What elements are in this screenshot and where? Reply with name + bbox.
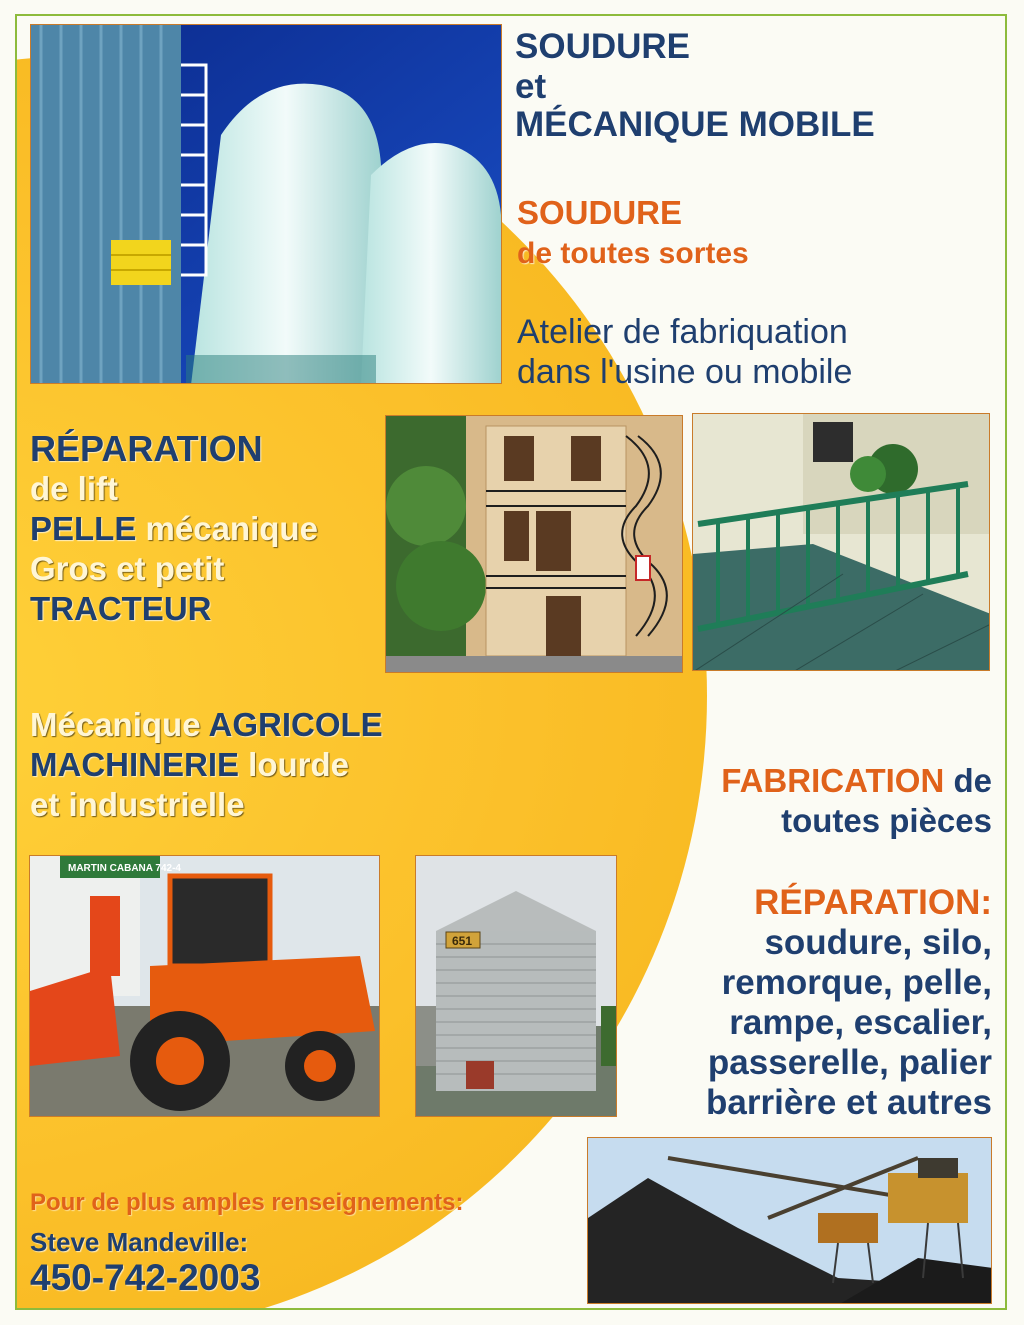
repair-heading: RÉPARATION bbox=[30, 428, 263, 469]
fabrication-line-2: toutes pièces bbox=[781, 802, 992, 839]
silo-badge-text: 651 bbox=[452, 934, 473, 948]
shovel-bold: PELLE bbox=[30, 510, 137, 547]
tractor-sign-text: MARTIN CABANA 742-4 bbox=[68, 863, 181, 874]
repair-size: Gros et petit bbox=[30, 550, 225, 587]
title-line-3: MÉCANIQUE MOBILE bbox=[515, 105, 875, 144]
agri-line-3: et industrielle bbox=[30, 786, 245, 823]
welding-subtitle: de toutes sortes bbox=[517, 237, 749, 270]
agri-bold: AGRICOLE bbox=[208, 706, 383, 743]
welding-title: SOUDURE bbox=[517, 194, 683, 231]
agri-line-2 bbox=[30, 746, 349, 785]
railing-illustration bbox=[693, 414, 990, 671]
machinery-bold: MACHINERIE bbox=[30, 746, 240, 783]
machinery-rest: lourde bbox=[239, 746, 350, 783]
repair-shovel bbox=[30, 510, 318, 549]
contact-name: Steve Mandeville: bbox=[30, 1227, 249, 1257]
grain-silo-illustration bbox=[416, 856, 617, 1117]
contact-phone: 450-742-2003 bbox=[30, 1257, 261, 1298]
staircase-building-photo bbox=[385, 415, 683, 673]
tractor-illustration bbox=[30, 856, 380, 1117]
tractor-photo bbox=[29, 855, 380, 1117]
fabrication-de: de bbox=[944, 762, 992, 799]
repairs-item: barrière et autres bbox=[706, 1083, 992, 1122]
agri-line-1 bbox=[30, 706, 383, 745]
workshop-line-1: Atelier de fabriquation bbox=[517, 313, 848, 351]
repair-lift: de lift bbox=[30, 470, 118, 507]
repair-tractor: TRACTEUR bbox=[30, 590, 212, 627]
agri-mechanic: Mécanique bbox=[30, 706, 209, 743]
workshop-line-2: dans l'usine ou mobile bbox=[517, 353, 853, 391]
building-illustration bbox=[386, 416, 683, 673]
title-line-1: SOUDURE bbox=[515, 27, 691, 66]
grain-silo-photo bbox=[415, 855, 617, 1117]
conveyor-photo bbox=[587, 1137, 992, 1304]
conveyor-illustration bbox=[588, 1138, 992, 1304]
repairs-title: RÉPARATION: bbox=[754, 883, 992, 922]
fabrication-bold: FABRICATION bbox=[721, 762, 945, 799]
silos-illustration bbox=[31, 25, 502, 384]
railing-photo bbox=[692, 413, 990, 671]
shovel-rest: mécanique bbox=[136, 510, 318, 547]
silos-photo bbox=[30, 24, 502, 384]
repairs-item: remorque, pelle, bbox=[721, 963, 992, 1002]
contact-info-label: Pour de plus amples renseignements: bbox=[30, 1189, 464, 1216]
repairs-item: soudure, silo, bbox=[764, 923, 992, 962]
title-line-2: et bbox=[515, 67, 547, 106]
repairs-item: rampe, escalier, bbox=[729, 1003, 992, 1042]
repairs-item: passerelle, palier bbox=[707, 1043, 992, 1082]
fabrication-line-1 bbox=[721, 762, 992, 801]
